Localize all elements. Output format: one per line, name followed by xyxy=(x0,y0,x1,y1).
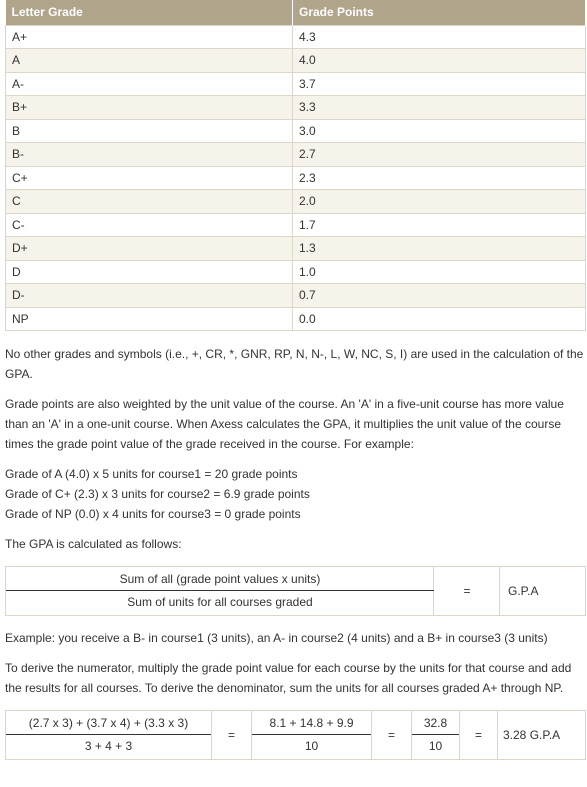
letter-grade-cell: B- xyxy=(6,143,293,167)
example-line: Grade of C+ (2.3) x 3 units for course2 = 6.9 grade points xyxy=(5,487,310,501)
header-grade-points: Grade Points xyxy=(293,0,586,25)
gpa-calculation-intro: The GPA is calculated as follows: xyxy=(5,537,182,551)
grade-points-cell: 1.0 xyxy=(293,260,586,284)
formula-result: G.P.A xyxy=(508,584,539,598)
table-row xyxy=(6,284,586,308)
grade-points-cell: 4.0 xyxy=(293,49,586,73)
table-row xyxy=(6,72,586,96)
letter-grade-cell: D+ xyxy=(6,237,293,261)
grade-points-cell: 2.0 xyxy=(293,190,586,214)
letter-grade-cell: A xyxy=(6,49,293,73)
grade-points-cell: 3.3 xyxy=(293,96,586,120)
example-scenario: Example: you receive a B- in course1 (3 units), an A- in course2 (4 units) and a B+ in course3 (3 units) xyxy=(5,631,548,645)
fraction-step-1 xyxy=(6,711,212,759)
example-line: Grade of NP (0.0) x 4 units for course3 = 0 grade points xyxy=(5,507,301,521)
grade-points-cell: 2.7 xyxy=(293,143,586,167)
table-row xyxy=(6,143,586,167)
letter-grade-cell: C xyxy=(6,190,293,214)
table-row xyxy=(6,190,586,214)
equals-sign: = xyxy=(460,711,498,759)
weighting-explanation: Grade points are also weighted by the unit value of the course. An 'A' in a five-unit course has more value than an 'A' in a one-unit course. When Axess calculates the GPA, it multiplies the unit value of the course times the grade point value of the grade received in the course. For example: xyxy=(5,397,564,451)
table-row xyxy=(6,166,586,190)
table-row xyxy=(6,96,586,120)
letter-grade-cell: A- xyxy=(6,72,293,96)
letter-grade-cell: C- xyxy=(6,213,293,237)
fraction-bar xyxy=(6,590,434,591)
table-row xyxy=(6,307,586,331)
excluded-grades-note: No other grades and symbols (i.e., +, CR, *, GNR, RP, N, N-, L, W, NC, S, I) are used in the calculation of the GPA. xyxy=(5,347,584,381)
letter-grade-cell: A+ xyxy=(6,25,293,49)
step1-denominator: 3 + 4 + 3 xyxy=(84,739,133,753)
grade-points-cell: 3.7 xyxy=(293,72,586,96)
grade-points-table xyxy=(5,0,586,331)
letter-grade-cell: D- xyxy=(6,284,293,308)
table-row xyxy=(6,237,586,261)
gpa-formula xyxy=(5,566,586,616)
grade-points-cell: 2.3 xyxy=(293,166,586,190)
fraction-bar xyxy=(412,734,459,735)
letter-grade-cell: B xyxy=(6,119,293,143)
grade-table-body xyxy=(6,25,586,331)
fraction-step-2 xyxy=(252,711,372,759)
step2-denominator: 10 xyxy=(304,739,319,753)
grade-points-cell: 0.0 xyxy=(293,307,586,331)
table-row xyxy=(6,260,586,284)
formula-numerator: Sum of all (grade point values x units) xyxy=(119,572,321,586)
table-row xyxy=(6,119,586,143)
table-row xyxy=(6,25,586,49)
letter-grade-cell: NP xyxy=(6,307,293,331)
fraction-step-3 xyxy=(412,711,460,759)
step3-denominator: 10 xyxy=(428,739,443,753)
letter-grade-cell: B+ xyxy=(6,96,293,120)
formula-denominator: Sum of units for all courses graded xyxy=(127,595,313,609)
grade-point-examples xyxy=(5,464,586,524)
equals-sign: = xyxy=(212,711,252,759)
gpa-fraction xyxy=(6,567,434,615)
grade-points-cell: 1.3 xyxy=(293,237,586,261)
header-letter-grade: Letter Grade xyxy=(6,0,293,25)
worked-example-formula xyxy=(5,710,586,760)
step2-numerator: 8.1 + 14.8 + 9.9 xyxy=(269,716,354,730)
example-line: Grade of A (4.0) x 5 units for course1 = 20 grade points xyxy=(5,467,298,481)
step1-numerator: (2.7 x 3) + (3.7 x 4) + (3.3 x 3) xyxy=(28,716,189,730)
grade-points-cell: 3.0 xyxy=(293,119,586,143)
equals-sign: = xyxy=(435,567,500,615)
final-gpa-result: 3.28 G.P.A xyxy=(503,728,561,742)
table-row xyxy=(6,213,586,237)
step3-numerator: 32.8 xyxy=(423,716,448,730)
fraction-bar xyxy=(252,734,371,735)
fraction-bar xyxy=(6,734,211,735)
letter-grade-cell: C+ xyxy=(6,166,293,190)
derivation-explanation: To derive the numerator, multiply the grade point value for each course by the units for that course and add the results for all courses. To derive the denominator, sum the units for all courses graded A+ through NP. xyxy=(5,661,572,695)
equals-sign: = xyxy=(372,711,412,759)
table-row xyxy=(6,49,586,73)
letter-grade-cell: D xyxy=(6,260,293,284)
grade-points-cell: 4.3 xyxy=(293,25,586,49)
grade-points-cell: 1.7 xyxy=(293,213,586,237)
grade-points-cell: 0.7 xyxy=(293,284,586,308)
